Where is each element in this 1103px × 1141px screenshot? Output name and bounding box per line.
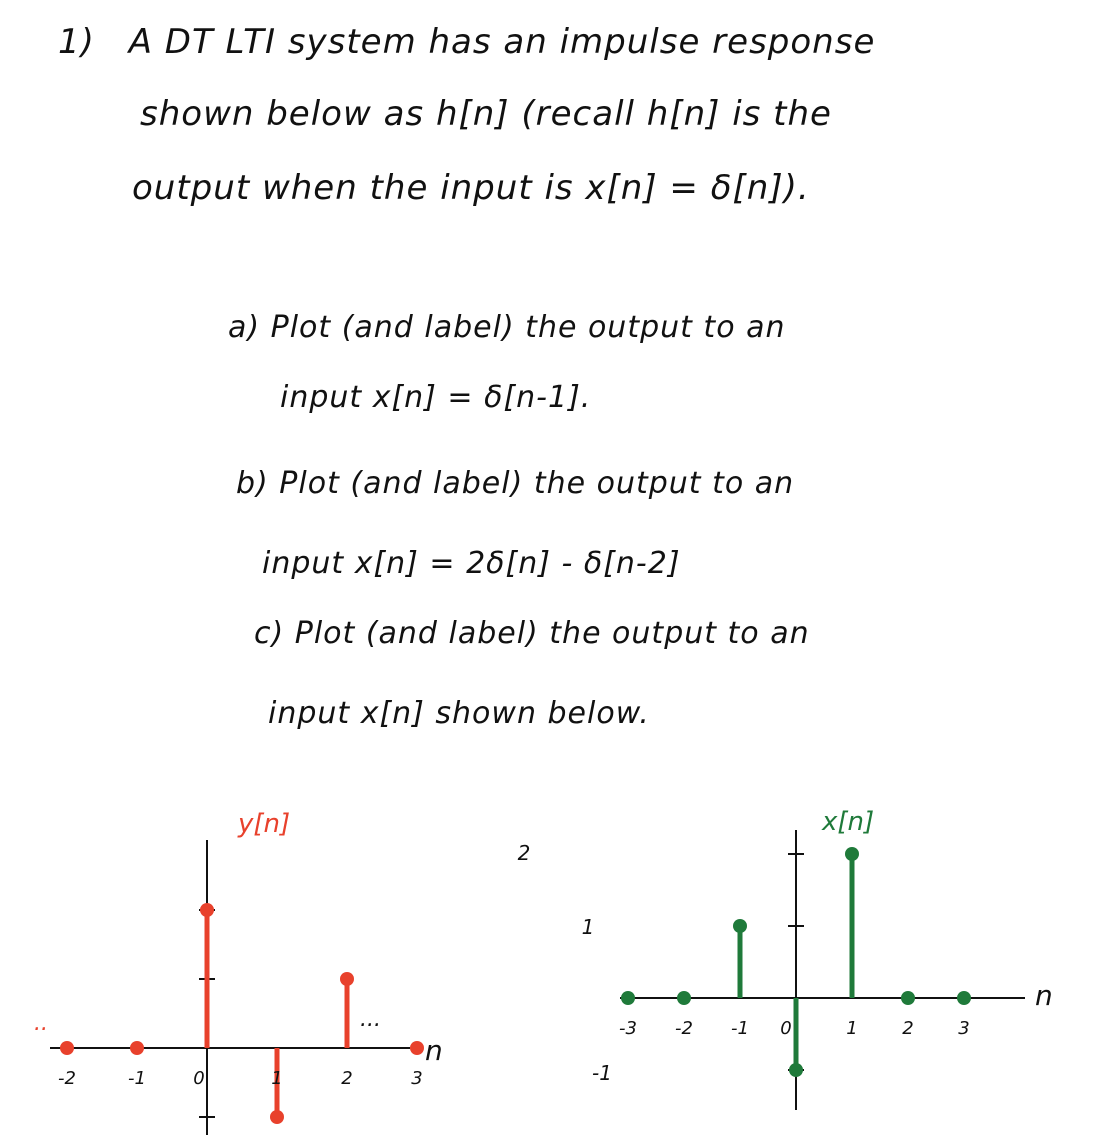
part-c-line-1: c) Plot (and label) the output to an: [254, 616, 810, 651]
x-stem-dot: [733, 919, 747, 933]
y-stem-dot: [340, 972, 354, 986]
y-stem-dot: [270, 1110, 284, 1124]
x-plot-title: x[n]: [822, 807, 875, 837]
y-xtick-label: 0: [193, 1068, 205, 1089]
part-c-line-2: input x[n] shown below.: [268, 696, 650, 731]
impulse-response-plot: [0, 790, 540, 1140]
input-signal-plot: [517, 790, 1100, 1140]
x-xtick-label: 3: [958, 1018, 970, 1039]
y-xtick-label: 2: [341, 1068, 353, 1089]
y-plot-axes: [50, 840, 410, 1135]
part-b-line-2: input x[n] = 2δ[n] - δ[n-2]: [262, 546, 681, 581]
y-stem-dot: [410, 1041, 424, 1055]
x-xtick-label: -2: [675, 1018, 693, 1039]
x-stem-dot: [789, 1063, 803, 1077]
problem-line-1: [58, 22, 875, 62]
y-xtick-label: -1: [128, 1068, 146, 1089]
y-xtick-label: 3: [411, 1068, 423, 1089]
x-plot-labels: [518, 807, 1053, 1085]
x-xtick-label: 0: [780, 1018, 792, 1039]
x-ytick-label: 1: [581, 915, 595, 939]
y-stem-dot: [60, 1041, 74, 1055]
problem-number: 1): [58, 22, 95, 62]
x-stem-dot: [845, 847, 859, 861]
x-xtick-label: -1: [731, 1018, 749, 1039]
x-ytick-label: 2: [517, 841, 531, 865]
problem-text-1: A DT LTI system has an impulse response: [128, 22, 876, 62]
x-xtick-label: -3: [619, 1018, 637, 1039]
x-stem-dot: [957, 991, 971, 1005]
y-stem-dot: [130, 1041, 144, 1055]
x-stem-dot: [901, 991, 915, 1005]
part-a-line-1: a) Plot (and label) the output to an: [228, 310, 786, 345]
part-a-line-2: input x[n] = δ[n-1].: [280, 380, 592, 415]
x-xtick-label: 1: [846, 1018, 858, 1039]
x-plot-axes: [620, 830, 1025, 1110]
y-xtick-label: -2: [58, 1068, 76, 1089]
y-plot-labels: [0, 809, 443, 1132]
x-xtick-label: 2: [902, 1018, 914, 1039]
y-axis-label-n: n: [425, 1034, 443, 1067]
x-axis-label-n: n: [1035, 979, 1053, 1012]
y-right-ellipsis: ...: [360, 1007, 381, 1032]
y-left-ellipsis: ..: [34, 1011, 48, 1036]
x-ytick-label: -1: [592, 1061, 612, 1085]
y-plot-title: y[n]: [238, 809, 291, 839]
x-stem-dot: [621, 991, 635, 1005]
problem-line-3: output when the input is x[n] = δ[n]).: [132, 168, 810, 208]
y-xtick-label: 1: [271, 1068, 283, 1089]
y-stem-dot: [200, 903, 214, 917]
x-stem-dot: [677, 991, 691, 1005]
part-b-line-1: b) Plot (and label) the output to an: [236, 466, 795, 501]
problem-line-2: shown below as h[n] (recall h[n] is the: [140, 94, 832, 134]
